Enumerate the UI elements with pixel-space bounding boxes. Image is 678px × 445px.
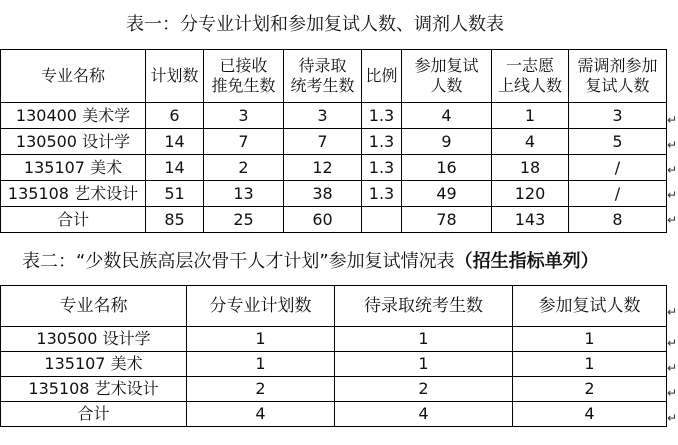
table1-header-cell: 需调剂参加 复试人数 <box>569 50 667 103</box>
table1 <box>0 49 667 233</box>
table1-header-cell: 已接收 推免生数 <box>204 50 284 103</box>
table-cell: 60 <box>284 207 362 233</box>
table2-title-main: 表二：“少数民族高层次骨干人才计划”参加复试情况表 <box>22 251 455 272</box>
paragraph-mark-icon: ↵ <box>667 138 678 152</box>
paragraph-mark-icon: ↵ <box>667 411 678 425</box>
table-cell: 1 <box>335 352 513 377</box>
table-cell: 1.3 <box>362 181 402 207</box>
table-cell: 6 <box>146 103 204 129</box>
table-cell: 合计 <box>1 207 146 233</box>
table-cell: 1 <box>187 352 335 377</box>
table2-header-cell: 参加复试人数 <box>513 286 667 327</box>
table1-header-cell: 比例 <box>362 50 402 103</box>
table-total-row <box>1 207 667 233</box>
table-cell: 14 <box>146 129 204 155</box>
table1-header-cell: 计划数 <box>146 50 204 103</box>
table-cell: 合计 <box>1 402 187 427</box>
table-cell: 1 <box>492 103 569 129</box>
table-cell: 14 <box>146 155 204 181</box>
paragraph-mark-icon: ↵ <box>667 305 678 319</box>
table-cell: 7 <box>204 129 284 155</box>
table-cell: / <box>569 155 667 181</box>
table-cell: 25 <box>204 207 284 233</box>
table-cell: 135108 艺术设计 <box>1 377 187 402</box>
table1-header-cell: 待录取 统考生数 <box>284 50 362 103</box>
table-cell: 4 <box>402 103 492 129</box>
table-cell: 4 <box>513 402 667 427</box>
paragraph-mark-icon: ↵ <box>667 163 678 177</box>
table-cell: 4 <box>335 402 513 427</box>
table-cell: 130500 设计学 <box>1 129 146 155</box>
table-cell: 85 <box>146 207 204 233</box>
table-cell: 78 <box>402 207 492 233</box>
table-cell: 135107 美术 <box>1 155 146 181</box>
table-total-row <box>1 402 667 427</box>
table-cell: 130500 设计学 <box>1 327 187 352</box>
paragraph-mark-icon: ↵ <box>667 386 678 400</box>
table-cell: 38 <box>284 181 362 207</box>
table2-header-cell: 专业名称 <box>1 286 187 327</box>
table2-header-row <box>1 286 667 327</box>
table1-title: 表一：分专业计划和参加复试人数、调剂人数表 <box>126 14 504 35</box>
paragraph-mark-icon: ↵ <box>667 336 678 350</box>
table-cell: 1 <box>513 327 667 352</box>
table-cell: 12 <box>284 155 362 181</box>
table-cell: 1.3 <box>362 155 402 181</box>
paragraph-mark-icon: ↵ <box>667 361 678 375</box>
table-cell: 8 <box>569 207 667 233</box>
table-row <box>1 377 667 402</box>
paragraph-mark-icon: ↵ <box>667 213 678 227</box>
table-cell: 1.3 <box>362 129 402 155</box>
table-cell: / <box>569 181 667 207</box>
table-cell: 135107 美术 <box>1 352 187 377</box>
table-cell: 2 <box>187 377 335 402</box>
table-cell: 4 <box>492 129 569 155</box>
table1-header-cell: 专业名称 <box>1 50 146 103</box>
table-cell: 13 <box>204 181 284 207</box>
table-cell: 3 <box>204 103 284 129</box>
table-cell: 7 <box>284 129 362 155</box>
table1-header-cell: 一志愿 上线人数 <box>492 50 569 103</box>
table-cell: 1 <box>513 352 667 377</box>
table2-title-bold: （招生指标单列） <box>454 251 599 272</box>
table-row <box>1 155 667 181</box>
table-row <box>1 129 667 155</box>
table-cell: 120 <box>492 181 569 207</box>
table2-header-cell: 待录取统考生数 <box>335 286 513 327</box>
table-cell: 3 <box>284 103 362 129</box>
table-cell: 5 <box>569 129 667 155</box>
table2 <box>0 285 667 427</box>
table-cell: 2 <box>513 377 667 402</box>
table-row <box>1 181 667 207</box>
table-cell: 9 <box>402 129 492 155</box>
table-cell: 51 <box>146 181 204 207</box>
table-cell: 18 <box>492 155 569 181</box>
table-cell: 49 <box>402 181 492 207</box>
table-cell: 1 <box>335 327 513 352</box>
table-cell: 1 <box>187 327 335 352</box>
table-cell: 3 <box>569 103 667 129</box>
table-cell: 135108 艺术设计 <box>1 181 146 207</box>
table-row <box>1 352 667 377</box>
table-cell: 130400 美术学 <box>1 103 146 129</box>
table-cell: 2 <box>204 155 284 181</box>
table1-header-row <box>1 50 667 103</box>
table-cell <box>362 207 402 233</box>
paragraph-mark-icon: ↵ <box>667 113 678 127</box>
table-cell: 2 <box>335 377 513 402</box>
table-cell: 16 <box>402 155 492 181</box>
table-cell: 143 <box>492 207 569 233</box>
table-cell: 1.3 <box>362 103 402 129</box>
table2-header-cell: 分专业计划数 <box>187 286 335 327</box>
paragraph-mark-icon: ↵ <box>667 188 678 202</box>
table-row <box>1 103 667 129</box>
table-row <box>1 327 667 352</box>
table1-header-cell: 参加复试 人数 <box>402 50 492 103</box>
table-cell: 4 <box>187 402 335 427</box>
table2-title <box>22 251 599 273</box>
